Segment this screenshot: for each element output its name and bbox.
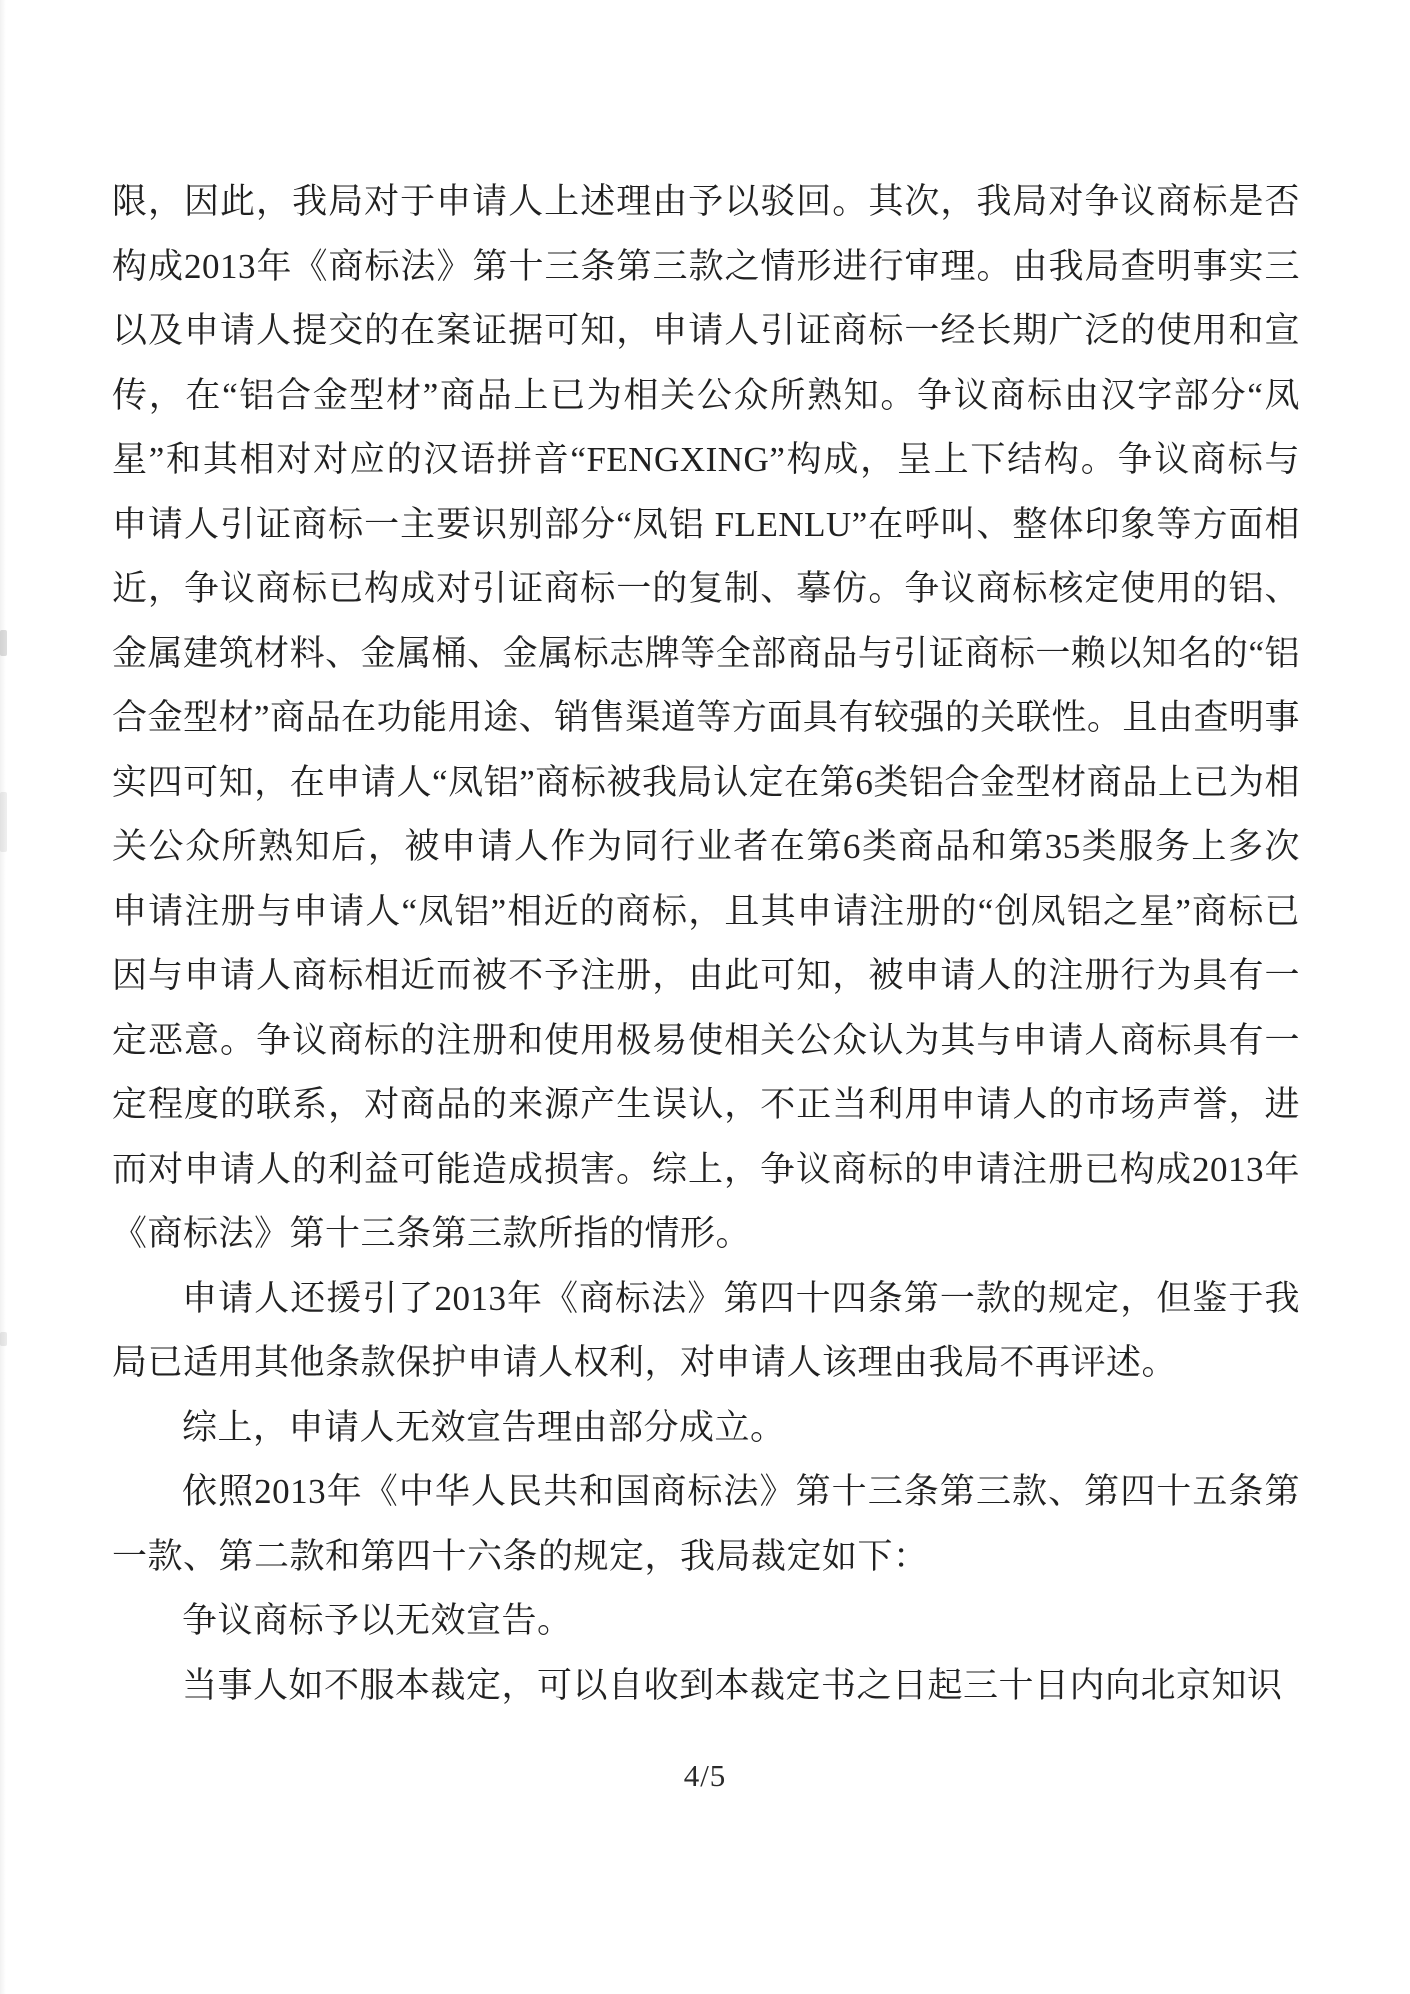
page-number: 4/5: [683, 1758, 727, 1793]
body-paragraph: 争议商标予以无效宣告。: [182, 1601, 573, 1640]
body-paragraph: 依照2013年《中华人民共和国商标法》第十三条第三款、第四十五条第一款、第二款和第四十六条的规定，我局裁定如下：: [112, 1472, 1300, 1576]
body-paragraph: 当事人如不服本裁定，可以自收到本裁定书之日起三十日内向北京知识: [182, 1665, 1283, 1705]
scan-smudge: [0, 630, 7, 656]
body-paragraph: 申请人还援引了2013年《商标法》第四十四条第一款的规定，但鉴于我局已适用其他条款保护申请人权利，对申请人该理由我局不再评述。: [112, 1278, 1300, 1382]
body-paragraph: 综上，申请人无效宣告理由部分成立。: [182, 1407, 786, 1447]
scan-smudge: [0, 792, 7, 852]
scan-edge-artifact: [0, 0, 6, 1994]
body-paragraph: 限，因此，我局对于申请人上述理由予以驳回。其次，我局对争议商标是否构成2013年《商标法》第十三条第三款之情形进行审理。由我局查明事实三以及申请人提交的在案证据可知，申请人引证商标一经长期广泛的使用和宣传，在“铝合金型材”商品上已为相关公众所熟知。争议商标由汉字部分“凤星”和其相对对应的汉语拼音“FENGXING”构成，呈上下结构。争议商标与申请人引证商标一主要识别部分“凤铝 FLENLU”在呼叫、整体印象等方面相近，争议商标已构成对引证商标一的复制、摹仿。争议商标核定使用的铝、金属建筑材料、金属桶、金属标志牌等全部商品与引证商标一赖以知名的“铝合金型材”商品在功能用途、销售渠道等方面具有较强的关联性。且由查明事实四可知，在申请人“凤铝”商标被我局认定在第6类铝合金型材商品上已为相关公众所熟知后，被申请人作为同行业者在第6类商品和第35类服务上多次申请注册与申请人“凤铝”相近的商标，且其申请注册的“创凤铝之星”商标已因与申请人商标相近而被不予注册，由此可知，被申请人的注册行为具有一定恶意。争议商标的注册和使用极易使相关公众认为其与申请人商标具有一定程度的联系，对商品的来源产生误认，不正当利用申请人的市场声誉，进而对申请人的利益可能造成损害。综上，争议商标的申请注册已构成2013年《商标法》第十三条第三款所指的情形。: [112, 182, 1300, 1253]
scan-smudge: [0, 1332, 7, 1346]
document-body: [112, 170, 1300, 1718]
